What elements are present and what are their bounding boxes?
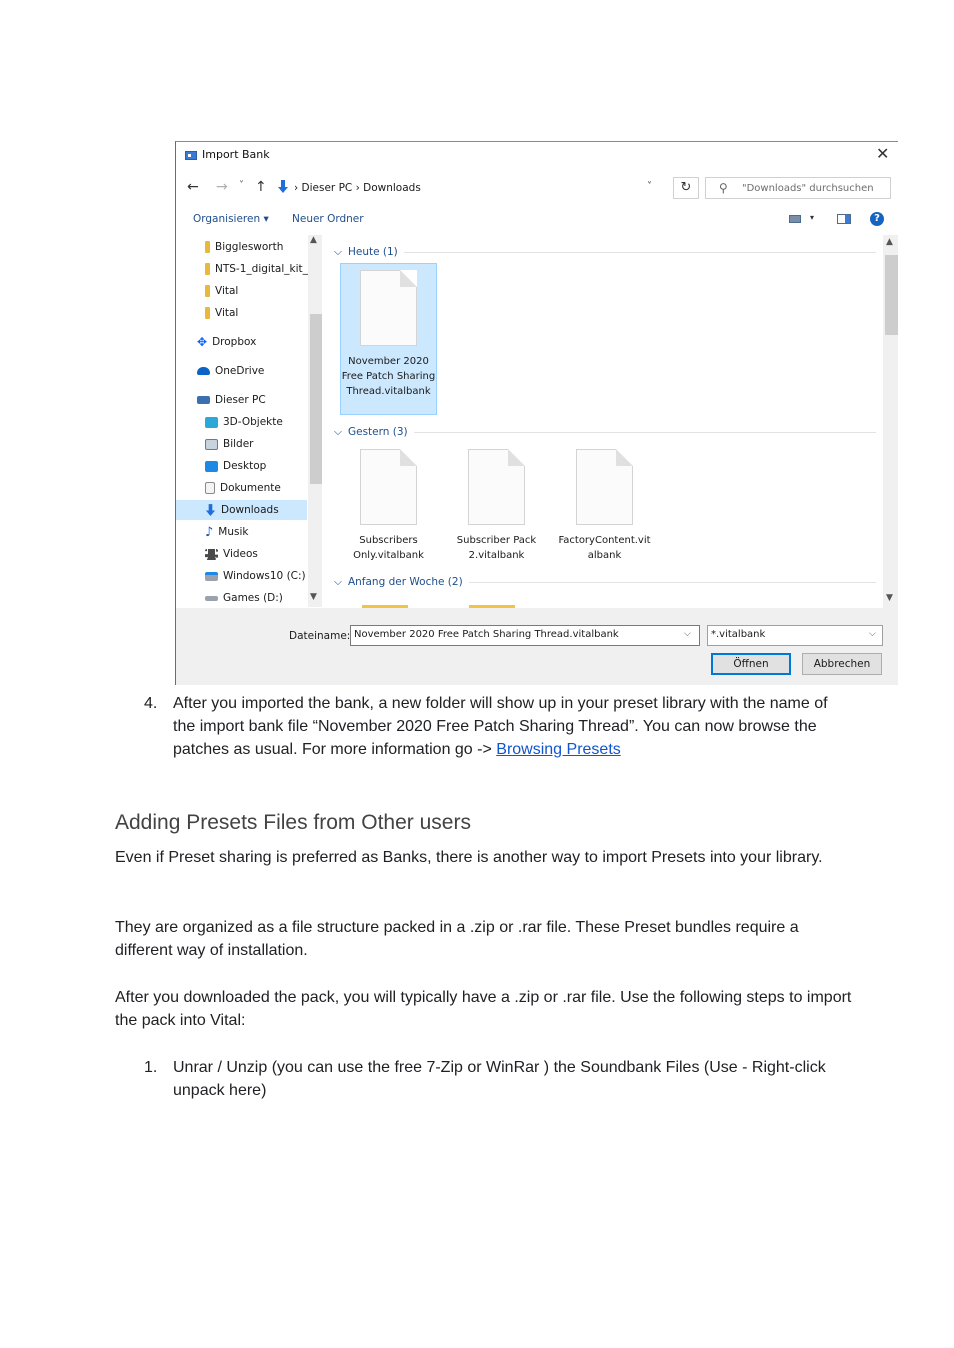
help-icon[interactable]: ?	[870, 212, 884, 226]
file-item[interactable]	[340, 443, 437, 567]
group-label: Gestern (3)	[347, 426, 408, 438]
file-list-pane	[326, 235, 898, 608]
list-item-number: 4.	[144, 695, 158, 712]
file-name: FactoryContent.vitalbank	[558, 535, 651, 561]
group-divider	[404, 252, 876, 253]
nav-item-label: Bigglesworth	[215, 241, 284, 253]
search-icon: ⚲	[719, 181, 728, 195]
paragraph: They are organized as a file structure packed in a .zip or .rar file. These Preset bundles require a different way of installation.	[115, 919, 799, 959]
nav-item-label: Desktop	[223, 460, 267, 472]
documents-icon	[205, 482, 215, 494]
group-header-today[interactable]	[334, 245, 876, 259]
computer-icon	[197, 396, 210, 404]
downloads-arrow-icon	[277, 180, 289, 194]
scroll-up-icon[interactable]: ▲	[310, 235, 317, 245]
downloads-arrow-icon	[205, 504, 216, 517]
nav-item-label: 3D-Objekte	[223, 416, 283, 428]
preview-pane-icon[interactable]	[837, 214, 851, 224]
onedrive-cloud-icon	[197, 367, 210, 375]
nav-item-label: Videos	[223, 548, 258, 560]
dialog-footer	[176, 608, 898, 685]
chevron-down-icon: ⌵	[334, 425, 342, 438]
organize-button[interactable]: Organisieren ▾	[193, 213, 269, 225]
chevron-down-icon[interactable]: ⌵	[684, 629, 691, 639]
view-options-icon[interactable]	[789, 215, 801, 223]
chevron-down-icon: ⌵	[334, 245, 342, 258]
folder-icon	[205, 307, 210, 319]
group-label: Anfang der Woche (2)	[347, 576, 463, 588]
browsing-presets-link[interactable]: Browsing Presets	[496, 741, 621, 758]
file-name: Subscribers Only.vitalbank	[353, 535, 424, 561]
app-window-icon	[185, 151, 197, 160]
music-note-icon: ♪	[205, 524, 214, 540]
close-icon[interactable]: ✕	[876, 144, 890, 163]
windows-drive-icon	[205, 572, 218, 581]
file-item[interactable]	[340, 263, 437, 415]
group-header-this-week[interactable]	[334, 575, 876, 589]
open-button[interactable]: Öffnen	[711, 653, 791, 675]
videos-icon	[205, 549, 218, 560]
up-arrow-icon[interactable]: ↑	[255, 179, 267, 195]
title-bar	[176, 142, 898, 170]
filename-input[interactable]: November 2020 Free Patch Sharing Thread.vitalbank	[350, 625, 700, 646]
search-placeholder: "Downloads" durchsuchen	[742, 183, 874, 194]
nav-item-label: Bilder	[223, 438, 254, 450]
document-file-icon	[468, 449, 525, 525]
desktop-icon	[205, 461, 218, 472]
nav-item-downloads[interactable]	[176, 500, 307, 520]
window-title: Import Bank	[202, 148, 270, 161]
file-name: November 2020 Free Patch Sharing Thread.vitalbank	[341, 356, 436, 397]
scroll-down-icon[interactable]: ▼	[886, 593, 893, 603]
list-item-text: Unrar / Unzip (you can use the free 7-Zip or WinRar ) the Soundbank Files (Use - Right-click unpack here)	[173, 1059, 826, 1099]
paragraph: After you downloaded the pack, you will typically have a .zip or .rar file. Use the following steps to import the pack into Vital:	[115, 989, 852, 1029]
chevron-down-icon: ⌵	[334, 575, 342, 588]
3d-objects-icon	[205, 417, 218, 428]
file-item[interactable]	[448, 443, 545, 567]
view-dropdown-icon[interactable]: ▾	[810, 213, 815, 222]
import-bank-dialog	[175, 141, 898, 685]
file-item[interactable]	[556, 443, 653, 567]
forward-arrow-icon[interactable]: →	[216, 179, 228, 195]
navigation-bar	[176, 172, 898, 202]
document-file-icon	[360, 270, 417, 346]
folder-icon	[205, 263, 210, 275]
nav-item-label: Games (D:)	[223, 592, 283, 604]
document-file-icon	[360, 449, 417, 525]
command-bar	[176, 204, 898, 232]
nav-item-label: NTS-1_digital_kit_	[215, 263, 308, 275]
group-divider	[414, 432, 876, 433]
group-header-yesterday[interactable]	[334, 425, 876, 439]
nav-item-label: Downloads	[221, 504, 279, 516]
address-path[interactable]: › Dieser PC › Downloads	[294, 182, 421, 194]
drive-icon	[205, 596, 218, 601]
scroll-up-icon[interactable]: ▲	[886, 237, 893, 247]
search-input[interactable]	[705, 177, 891, 199]
nav-item-label: Windows10 (C:)	[223, 570, 306, 582]
list-item-text	[173, 692, 853, 761]
navigation-scroll-thumb[interactable]	[310, 314, 322, 484]
nav-item-label: Musik	[218, 526, 249, 538]
nav-item-label: Vital	[215, 285, 239, 297]
section-heading: Adding Presets Files from Other users	[115, 811, 471, 834]
list-item-number: 1.	[144, 1059, 158, 1076]
scroll-down-icon[interactable]: ▼	[310, 592, 317, 602]
folder-icon	[205, 241, 210, 253]
address-dropdown-icon[interactable]: ˅	[647, 181, 652, 192]
group-divider	[469, 582, 876, 583]
dropbox-icon: ✥	[197, 335, 208, 349]
nav-item-label: OneDrive	[215, 365, 265, 377]
folder-icon	[205, 285, 210, 297]
group-label: Heute (1)	[347, 246, 398, 258]
list-item-body: After you imported the bank, a new folder will show up in your preset library with the name of the import bank file “November 2020 Free Patch Sharing Thread”. You can now browse the patches as usual. For more information go ->	[173, 695, 828, 758]
paragraph: Even if Preset sharing is preferred as Banks, there is another way to import Presets into your library.	[115, 849, 823, 866]
cancel-button[interactable]: Abbrechen	[802, 653, 882, 675]
nav-item-label: Vital	[215, 307, 239, 319]
filename-label: Dateiname:	[289, 630, 351, 642]
nav-item-label: Dieser PC	[215, 394, 266, 406]
recent-locations-icon[interactable]: ˅	[239, 180, 244, 191]
file-list-scroll-thumb[interactable]	[885, 255, 898, 335]
chevron-down-icon[interactable]: ⌵	[869, 629, 876, 639]
document-file-icon	[576, 449, 633, 525]
pictures-icon	[205, 439, 218, 450]
file-name: Subscriber Pack 2.vitalbank	[456, 535, 537, 561]
navigation-pane	[176, 235, 325, 608]
new-folder-button[interactable]: Neuer Ordner	[292, 213, 364, 225]
file-type-select[interactable]: *.vitalbank	[707, 625, 883, 646]
back-arrow-icon[interactable]: ←	[187, 179, 199, 195]
nav-item-label: Dokumente	[220, 482, 281, 494]
refresh-button[interactable]: ↻	[673, 177, 699, 199]
nav-item-label: Dropbox	[212, 336, 257, 348]
